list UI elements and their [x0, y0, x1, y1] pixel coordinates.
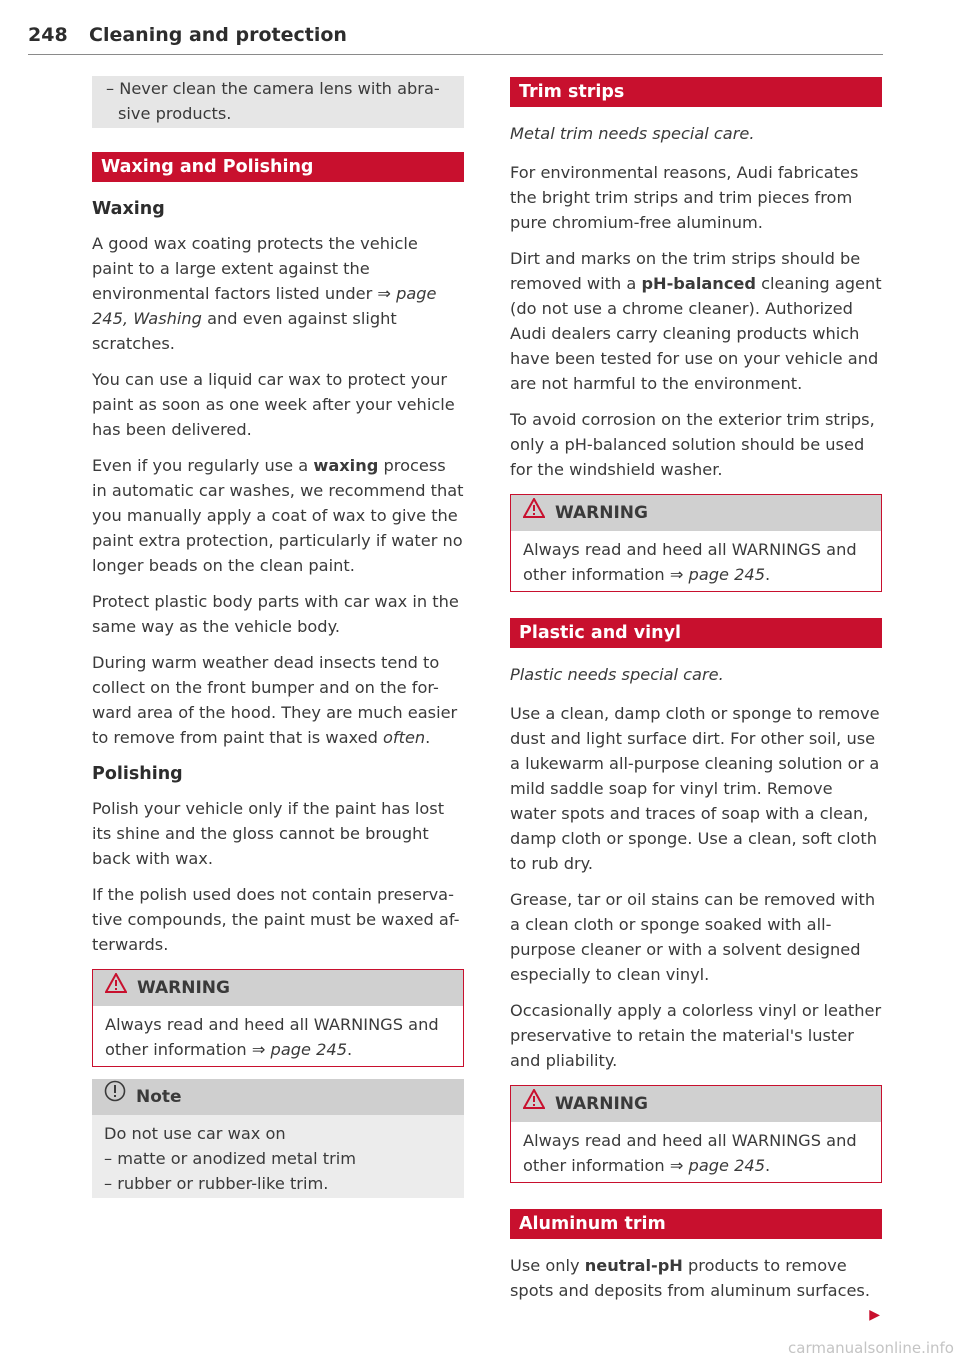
trim-paragraph-3: To avoid corrosion on the exterior trim strips, only a pH-balanced solution should be used for the windshield washer. — [510, 410, 875, 479]
warning-title: WARNING — [555, 503, 648, 523]
trim-paragraph-1: For environmental reasons, Audi fabricates the bright trim strips and trim pieces from pure chromium-free aluminum. — [510, 163, 859, 232]
plastic-paragraph-1: Use a clean, damp cloth or sponge to remove dust and light surface dirt. For other soil, use a lukewarm all-purpose cleaning solution or a mild saddle soap for vinyl trim. Remove water spots and traces of soap with a clean, damp cloth or sponge. Use a clean, soft cloth to rub dry. — [510, 704, 880, 873]
note-line: – matte or anodized metal trim — [104, 1149, 357, 1168]
plastic-paragraph-2: Grease, tar or oil stains can be removed with a clean cloth or sponge soaked with all-purpose cleaner or with a solvent designed especially to clean vinyl. — [510, 890, 876, 984]
note-body — [92, 1115, 464, 1198]
waxing-paragraph-1: A good wax coating protects the vehicle paint to a large extent against the environmental factors listed under ⇒ page 245, Washing and even against slight scratches. — [92, 234, 437, 353]
page-ref-link[interactable]: ⇒ page 245 — [251, 1040, 348, 1059]
polishing-paragraph-2: If the polish used does not contain preserva-tive compounds, the paint must be waxed af-terwards. — [92, 885, 460, 954]
plastic-vinyl-title: Plastic and vinyl — [510, 618, 882, 648]
camera-note: – Never clean the camera lens with abra-sive products. — [106, 79, 440, 123]
waxing-heading: Waxing — [92, 199, 165, 219]
warning-body: Always read and heed all WARNINGS and other information ⇒ page 245. — [105, 1015, 439, 1059]
warning-body: Always read and heed all WARNINGS and other information ⇒ page 245. — [523, 540, 857, 584]
note-line: Do not use car wax on — [104, 1124, 286, 1143]
right-column — [510, 77, 882, 1328]
polishing-heading: Polishing — [92, 764, 183, 784]
polishing-paragraph-1: Polish your vehicle only if the paint has lost its shine and the gloss cannot be brought back with wax. — [92, 799, 445, 868]
waxing-paragraph-4: Protect plastic body parts with car wax in the same way as the vehicle body. — [92, 592, 459, 636]
warning-header — [511, 1086, 881, 1122]
plastic-paragraph-3: Occasionally apply a colorless vinyl or leather preservative to retain the material's luster and pliability. — [510, 1001, 882, 1070]
camera-note-box — [92, 76, 464, 128]
aluminum-trim-title: Aluminum trim — [510, 1209, 882, 1239]
note-line: – rubber or rubber-like trim. — [104, 1174, 329, 1193]
warning-triangle-icon — [523, 495, 545, 531]
warning-title: WARNING — [137, 978, 230, 998]
continue-arrow-icon: ▶ — [869, 1307, 880, 1323]
warning-header — [511, 495, 881, 531]
warning-box — [510, 494, 882, 592]
waxing-paragraph-2: You can use a liquid car wax to protect your paint as soon as one week after your vehicle has been delivered. — [92, 370, 455, 439]
note-box — [92, 1079, 464, 1198]
page-header — [28, 24, 883, 55]
left-column — [92, 76, 464, 1198]
trim-paragraph-2: Dirt and marks on the trim strips should be removed with a pH-balanced cleaning agent (do not use a chrome cleaner). Authorized Audi dealers carry cleaning products which have been tested for use on your vehicle and are not harmful to the environment. — [510, 249, 882, 393]
trim-strips-title: Trim strips — [510, 77, 882, 107]
section-title: Cleaning and protection — [89, 24, 347, 46]
note-header — [92, 1079, 464, 1115]
warning-body: Always read and heed all WARNINGS and other information ⇒ page 245. — [523, 1131, 857, 1175]
warning-box — [510, 1085, 882, 1183]
waxing-paragraph-3: Even if you regularly use a waxing process in automatic car washes, we recommend that you manually apply a coat of wax to give the paint extra protection, particularly if water no longer beads on the clean paint. — [92, 456, 464, 575]
page-ref-link[interactable]: ⇒ page 245, Washing — [92, 284, 437, 328]
waxing-paragraph-5: During warm weather dead insects tend to collect on the front bumper and on the for-ward area of the hood. They are much easier to remove from paint that is waxed often. — [92, 653, 458, 747]
note-title: Note — [136, 1087, 182, 1107]
warning-box — [92, 969, 464, 1067]
info-circle-icon — [104, 1079, 126, 1115]
waxing-polishing-title: Waxing and Polishing — [92, 152, 464, 182]
page-ref-link[interactable]: ⇒ page 245 — [669, 1156, 766, 1175]
trim-strips-intro: Metal trim needs special care. — [510, 124, 755, 143]
warning-triangle-icon — [523, 1086, 545, 1122]
watermark: carmanualsonline.info — [788, 1339, 954, 1357]
page-ref-link[interactable]: ⇒ page 245 — [669, 565, 766, 584]
warning-header — [93, 970, 463, 1006]
plastic-vinyl-intro: Plastic needs special care. — [510, 665, 724, 684]
aluminum-paragraph: Use only neutral-pH products to remove spots and deposits from aluminum surfaces. ▶ — [510, 1253, 882, 1303]
page-number: 248 — [28, 24, 68, 46]
warning-title: WARNING — [555, 1094, 648, 1114]
warning-triangle-icon — [105, 970, 127, 1006]
